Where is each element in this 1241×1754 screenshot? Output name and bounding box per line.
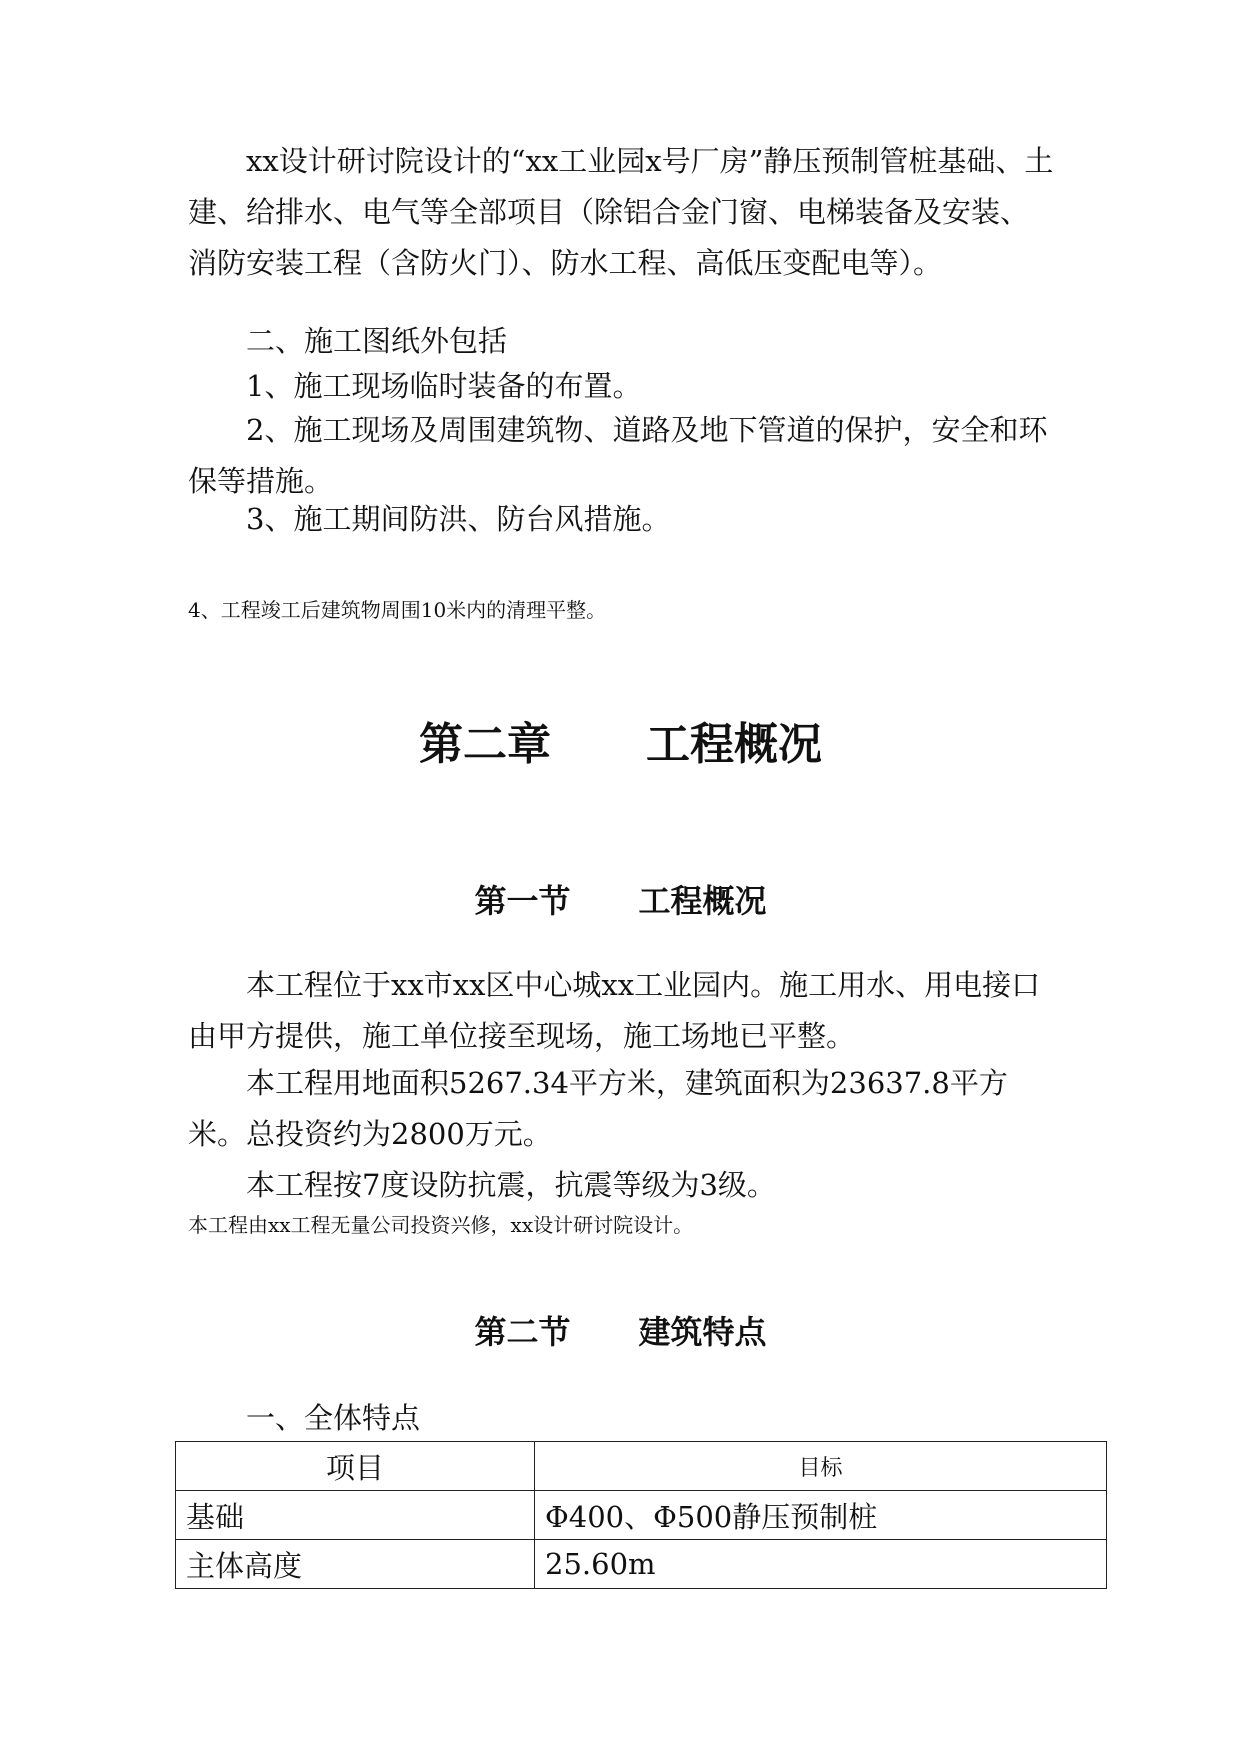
chapter-heading: 工程概况 (646, 719, 822, 770)
table-header-target: 目标 (535, 1442, 1107, 1491)
section-1-paragraph-3: 本工程按7度设防抗震，抗震等级为3级。 (246, 1168, 776, 1202)
section-1-number: 第一节 (474, 882, 571, 920)
intro-paragraph: xx设计研讨院设计的“xx工业园x号厂房”静压预制管桩基础、土建、给排水、电气等全部项目（除铝合金门窗、电梯装备及安装、消防安装工程（含防火门）、防水工程、高低压变配电等）。 (188, 144, 1054, 280)
intro-item-4: 4、工程竣工后建筑物周围10米内的清理平整。 (188, 598, 607, 622)
table-cell: 基础 (176, 1491, 535, 1540)
section-1-heading: 工程概况 (638, 882, 767, 920)
intro-heading-2: 二、施工图纸外包括 (246, 324, 508, 358)
table-cell: Φ400、Φ500静压预制桩 (535, 1491, 1107, 1540)
section-2-heading: 建筑特点 (638, 1313, 767, 1351)
chapter-number: 第二章 (419, 719, 551, 770)
section-1-paragraph-2: 本工程用地面积5267.34平方米，建筑面积为23637.8平方米。总投资约为2800万元。 (188, 1066, 1008, 1151)
section-1-paragraph-1: 本工程位于xx市xx区中心城xx工业园内。施工用水、用电接口由甲方提供，施工单位接至现场，施工场地已平整。 (188, 968, 1041, 1053)
section-1-paragraph-4: 本工程由xx工程无量公司投资兴修，xx设计研讨院设计。 (188, 1213, 694, 1237)
table-header-row (176, 1442, 1107, 1491)
section-2-number: 第二节 (474, 1313, 571, 1351)
intro-item-1: 1、施工现场临时装备的布置。 (246, 369, 642, 403)
table-cell: 25.60m (535, 1540, 1107, 1589)
table-row (176, 1540, 1107, 1589)
features-table (175, 1441, 1107, 1589)
table-cell: 主体高度 (176, 1540, 535, 1589)
table-row (176, 1491, 1107, 1540)
section-2-title (0, 1307, 1241, 1353)
intro-item-2: 2、施工现场及周围建筑物、道路及地下管道的保护，安全和环保等措施。 (188, 413, 1048, 498)
section-1-title (0, 876, 1241, 922)
chapter-title (0, 708, 1241, 772)
section-2-subheading: 一、全体特点 (246, 1401, 421, 1435)
intro-item-3: 3、施工期间防洪、防台风措施。 (246, 502, 671, 536)
table-header-item: 项目 (176, 1442, 535, 1491)
